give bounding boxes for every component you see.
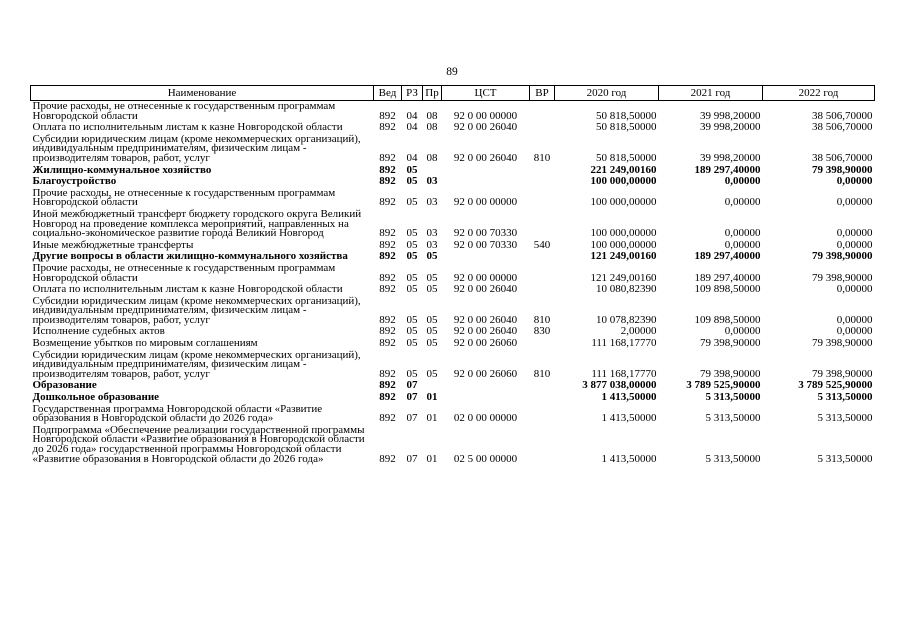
table-header-row	[31, 86, 875, 101]
cell-name: Оплата по исполнительным листам к казне Новгородской области	[32, 283, 343, 296]
cell-ved: 892	[379, 250, 396, 263]
cell-2021: 79 398,90000	[700, 337, 761, 350]
cell-pr: 03	[426, 196, 438, 209]
cell-rz: 05	[406, 283, 418, 296]
cell-cst: 92 0 00 26040	[453, 121, 518, 134]
cell-2021: 189 297,40000	[694, 271, 761, 284]
header-2021: 2021 год	[659, 86, 763, 101]
cell-ved: 892	[379, 283, 396, 296]
cell-2021: 5 313,50000	[705, 391, 761, 404]
cell-name: Исполнение судебных актов	[32, 325, 165, 338]
header-cst: ЦСТ	[442, 86, 530, 101]
cell-rz: 05	[406, 196, 418, 209]
cell-2021: 39 998,20000	[700, 151, 761, 164]
cell-2022: 5 313,50000	[817, 452, 873, 465]
cell-2020: 10 080,82390	[596, 283, 657, 296]
cell-pr: 01	[426, 412, 438, 425]
cell-vr	[530, 165, 555, 177]
cell-2020: 1 413,50000	[601, 412, 657, 425]
cell-vr	[530, 338, 555, 350]
cell-2020: 1 413,50000	[601, 391, 657, 404]
cell-2021: 0,00000	[724, 196, 761, 209]
cell-ved: 892	[379, 109, 396, 122]
cell-rz: 04	[406, 121, 418, 134]
cell-cst	[442, 251, 530, 263]
table-row	[31, 284, 875, 296]
cell-2020: 100 000,00000	[590, 175, 657, 188]
cell-cst	[442, 380, 530, 392]
cell-pr: 03	[426, 175, 438, 188]
cell-2022: 0,00000	[836, 227, 873, 240]
cell-vr	[530, 284, 555, 296]
cell-ved: 892	[379, 391, 396, 404]
cell-rz: 05	[406, 238, 418, 251]
cell-2022: 79 398,90000	[812, 271, 873, 284]
cell-ved: 892	[379, 238, 396, 251]
cell-2022: 0,00000	[836, 325, 873, 338]
cell-name: Субсидии юридическим лицам (кроме некоммерческих организаций), индивидуальным предпринимателям, физическим лицам - производителям товаров, работ, услуг	[32, 294, 361, 326]
cell-pr: 05	[426, 313, 438, 326]
cell-2021: 109 898,50000	[694, 313, 761, 326]
table-body	[31, 101, 875, 466]
cell-ved: 892	[379, 412, 396, 425]
cell-2022: 0,00000	[836, 313, 873, 326]
cell-2020: 100 000,00000	[590, 238, 657, 251]
cell-cst	[442, 176, 530, 188]
cell-vr: 810	[533, 367, 551, 380]
cell-cst: 02 5 00 00000	[453, 452, 518, 465]
cell-ved: 892	[379, 151, 396, 164]
cell-2020: 111 168,17770	[591, 337, 657, 350]
cell-2021: 3 789 525,90000	[686, 379, 761, 392]
cell-rz: 07	[406, 412, 418, 425]
cell-2022: 79 398,90000	[812, 367, 873, 380]
table-row	[31, 350, 875, 381]
cell-name: Государственная программа Новгородской области «Развитие образования в Новгородской области до 2026 года»	[32, 402, 323, 425]
cell-ved: 892	[379, 379, 396, 392]
page-number: 89	[446, 66, 458, 78]
cell-name: Жилищно-коммунальное хозяйство	[32, 163, 212, 176]
cell-cst: 92 0 00 26040	[453, 283, 518, 296]
cell-pr: 05	[426, 283, 438, 296]
cell-2022: 5 313,50000	[817, 391, 873, 404]
cell-pr: 05	[426, 337, 438, 350]
cell-2020: 3 877 038,00000	[582, 379, 657, 392]
cell-2021: 39 998,20000	[700, 121, 761, 134]
cell-cst: 92 0 00 26040	[453, 313, 518, 326]
cell-2020: 1 413,50000	[601, 452, 657, 465]
cell-ved: 892	[379, 175, 396, 188]
cell-ved: 892	[379, 121, 396, 134]
cell-2022: 0,00000	[836, 196, 873, 209]
cell-2020: 121 249,00160	[590, 250, 657, 263]
table-row	[31, 188, 875, 209]
cell-ved: 892	[379, 313, 396, 326]
cell-2020: 111 168,17770	[591, 367, 657, 380]
cell-name: Иной межбюджетный трансферт бюджету городского округа Великий Новгород на проведение комплекса мероприятий, направленных на социально-экономическое развитие города Великий Новгород	[32, 207, 362, 240]
cell-ved: 892	[379, 271, 396, 284]
cell-name: Дошкольное образование	[32, 391, 160, 404]
cell-2020: 121 249,00160	[590, 271, 657, 284]
table-row	[31, 209, 875, 240]
cell-pr: 05	[426, 250, 438, 263]
cell-pr: 05	[426, 367, 438, 380]
cell-rz: 05	[406, 325, 418, 338]
cell-name: Благоустройство	[32, 175, 117, 188]
cell-vr	[530, 188, 555, 209]
cell-2022: 0,00000	[836, 283, 873, 296]
cell-rz: 05	[406, 313, 418, 326]
cell-ved: 892	[379, 227, 396, 240]
cell-name: Прочие расходы, не отнесенные к государственным программам Новгородской области	[32, 186, 336, 209]
cell-2022: 5 313,50000	[817, 412, 873, 425]
cell-cst: 92 0 00 70330	[453, 238, 518, 251]
cell-cst: 92 0 00 26060	[453, 337, 518, 350]
table-row	[31, 296, 875, 327]
cell-name: Иные межбюджетные трансферты	[32, 238, 194, 251]
cell-cst: 92 0 00 26040	[453, 151, 518, 164]
cell-2021: 5 313,50000	[705, 452, 761, 465]
cell-rz: 07	[406, 452, 418, 465]
table-row	[31, 392, 875, 404]
cell-ved: 892	[379, 196, 396, 209]
cell-vr	[530, 263, 555, 284]
header-vr: ВР	[530, 86, 555, 101]
table-row	[31, 338, 875, 350]
cell-2021: 0,00000	[724, 325, 761, 338]
header-ved: Вед	[374, 86, 402, 101]
cell-2020: 221 249,00160	[590, 163, 657, 176]
cell-vr: 830	[533, 325, 551, 338]
cell-2022: 38 506,70000	[812, 109, 873, 122]
table-row	[31, 263, 875, 284]
table-row	[31, 404, 875, 425]
cell-2020: 100 000,00000	[590, 227, 657, 240]
cell-2021: 0,00000	[724, 175, 761, 188]
cell-vr	[530, 101, 555, 123]
cell-name: Подпрограмма «Обеспечение реализации государственной программы Новгородской области «Развитие образования в Новгородской области до 2026 года» государственной программы Новгородской области «Развитие образования в Новгородской области до 2026 года»	[32, 423, 365, 465]
cell-2021: 5 313,50000	[705, 412, 761, 425]
cell-name: Прочие расходы, не отнесенные к государственным программам Новгородской области	[32, 100, 336, 122]
cell-vr	[530, 425, 555, 465]
cell-vr: 810	[533, 151, 551, 164]
cell-rz: 07	[406, 391, 418, 404]
cell-vr	[530, 122, 555, 134]
cell-name: Образование	[32, 379, 97, 392]
cell-2022: 0,00000	[836, 175, 873, 188]
cell-pr: 05	[426, 271, 438, 284]
cell-2021: 79 398,90000	[700, 367, 761, 380]
cell-name: Субсидии юридическим лицам (кроме некоммерческих организаций), индивидуальным предпринимателям, физическим лицам - производителям товаров, работ, услуг	[32, 132, 361, 164]
cell-pr: 03	[426, 238, 438, 251]
header-2022: 2022 год	[763, 86, 875, 101]
cell-cst	[442, 165, 530, 177]
cell-cst	[442, 392, 530, 404]
cell-2021: 109 898,50000	[694, 283, 761, 296]
cell-ved: 892	[379, 367, 396, 380]
cell-2021: 189 297,40000	[694, 250, 761, 263]
cell-2022: 3 789 525,90000	[798, 379, 873, 392]
cell-2020: 50 818,50000	[596, 151, 657, 164]
cell-vr: 540	[533, 238, 551, 251]
cell-ved: 892	[379, 325, 396, 338]
cell-rz: 04	[406, 109, 418, 122]
cell-rz: 05	[406, 163, 418, 176]
cell-2020: 50 818,50000	[596, 109, 657, 122]
cell-vr	[530, 404, 555, 425]
cell-vr	[530, 392, 555, 404]
cell-pr: 03	[426, 227, 438, 240]
cell-cst: 92 0 00 26040	[453, 325, 518, 338]
cell-name: Оплата по исполнительным листам к казне Новгородской области	[32, 121, 343, 134]
cell-2021: 39 998,20000	[700, 109, 761, 122]
cell-2020: 10 078,82390	[596, 313, 657, 326]
cell-vr	[530, 380, 555, 392]
table-row	[31, 425, 875, 465]
cell-pr: 05	[426, 325, 438, 338]
cell-2022: 0,00000	[836, 238, 873, 251]
cell-ved: 892	[379, 163, 396, 176]
header-2020: 2020 год	[555, 86, 659, 101]
header-pr: Пр	[423, 86, 442, 101]
cell-pr: 01	[426, 452, 438, 465]
cell-2020: 2,00000	[620, 325, 657, 338]
cell-2021: 0,00000	[724, 227, 761, 240]
cell-pr: 08	[426, 109, 438, 122]
cell-pr: 01	[426, 391, 438, 404]
cell-2022: 79 398,90000	[812, 250, 873, 263]
cell-2022: 38 506,70000	[812, 151, 873, 164]
header-rz: РЗ	[402, 86, 423, 101]
cell-rz: 05	[406, 227, 418, 240]
cell-vr	[530, 176, 555, 188]
cell-rz: 05	[406, 337, 418, 350]
cell-rz: 05	[406, 271, 418, 284]
cell-vr	[530, 251, 555, 263]
cell-cst: 02 0 00 00000	[453, 412, 518, 425]
table-row	[31, 176, 875, 188]
cell-pr: 08	[426, 121, 438, 134]
cell-name: Другие вопросы в области жилищно-коммунального хозяйства	[32, 250, 348, 263]
cell-2021: 189 297,40000	[694, 163, 761, 176]
cell-rz: 05	[406, 175, 418, 188]
cell-pr: 08	[426, 151, 438, 164]
cell-ved: 892	[379, 337, 396, 350]
cell-2022: 79 398,90000	[812, 163, 873, 176]
header-name: Наименование	[31, 86, 374, 101]
table-row	[31, 134, 875, 165]
cell-2020: 100 000,00000	[590, 196, 657, 209]
cell-2022: 79 398,90000	[812, 337, 873, 350]
cell-name: Прочие расходы, не отнесенные к государственным программам Новгородской области	[32, 261, 336, 284]
cell-cst: 92 0 00 00000	[453, 109, 518, 122]
cell-rz: 07	[406, 379, 418, 392]
cell-vr	[530, 209, 555, 240]
cell-cst: 92 0 00 00000	[453, 271, 518, 284]
cell-rz: 05	[406, 250, 418, 263]
cell-cst: 92 0 00 70330	[453, 227, 518, 240]
cell-rz: 04	[406, 151, 418, 164]
cell-cst: 92 0 00 26060	[453, 367, 518, 380]
table-row	[31, 101, 875, 123]
cell-ved: 892	[379, 452, 396, 465]
budget-table	[30, 85, 875, 465]
cell-2022: 38 506,70000	[812, 121, 873, 134]
cell-2020: 50 818,50000	[596, 121, 657, 134]
cell-vr: 810	[533, 313, 551, 326]
cell-name: Возмещение убытков по мировым соглашениям	[32, 337, 258, 350]
cell-rz: 05	[406, 367, 418, 380]
cell-name: Субсидии юридическим лицам (кроме некоммерческих организаций), индивидуальным предпринимателям, физическим лицам - производителям товаров, работ, услуг	[32, 348, 361, 380]
cell-2021: 0,00000	[724, 238, 761, 251]
cell-cst: 92 0 00 00000	[453, 196, 518, 209]
